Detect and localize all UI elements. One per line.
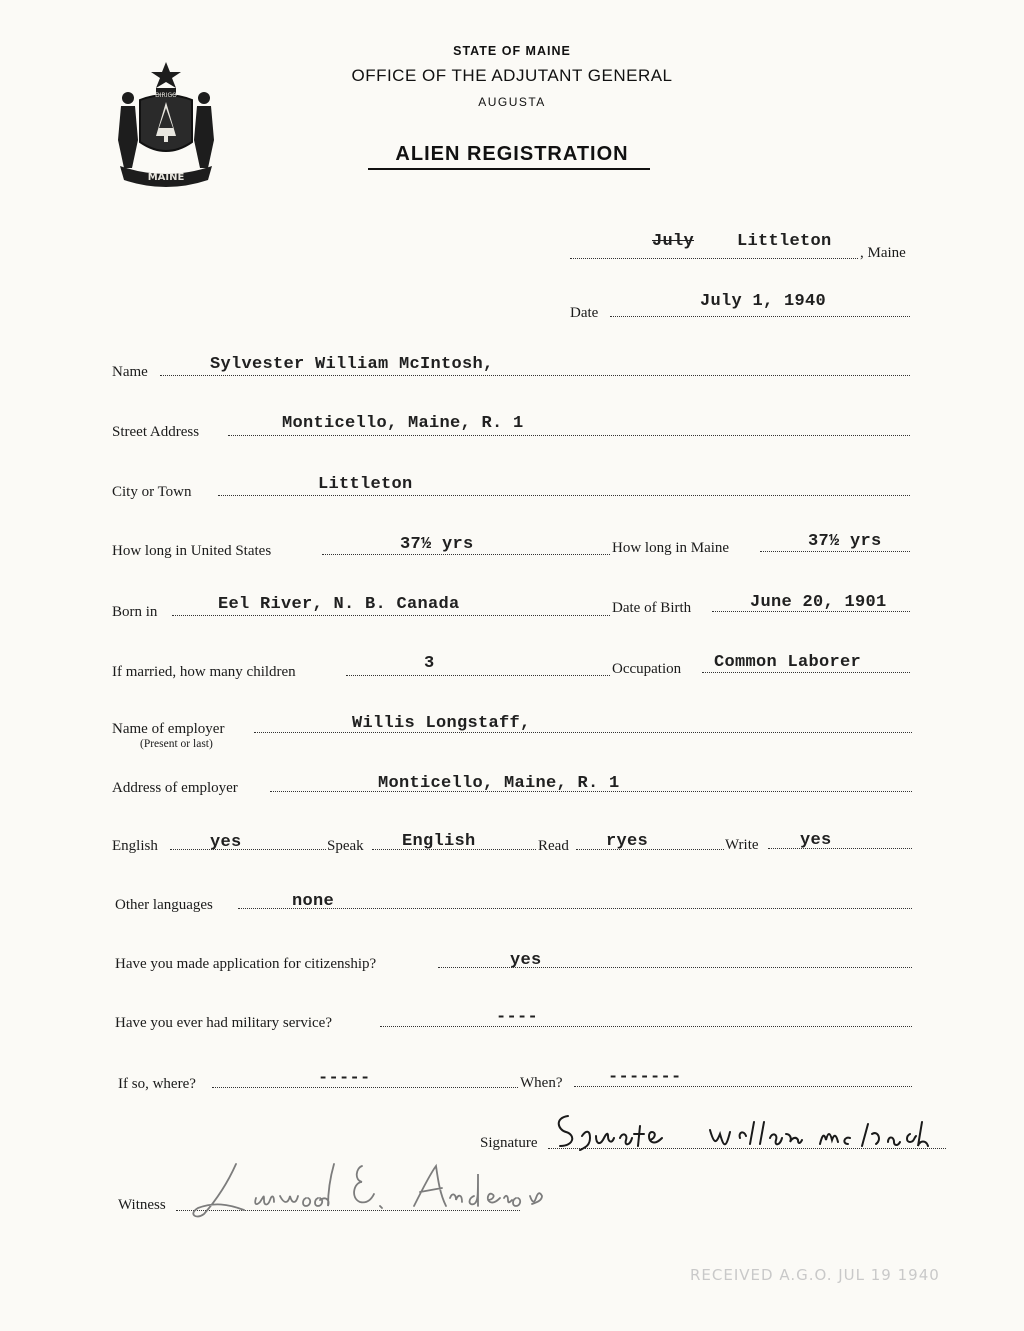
other-languages-line	[238, 908, 912, 909]
name-label: Name	[112, 364, 148, 380]
city-label: City or Town	[112, 484, 192, 500]
how-long-maine-line	[760, 551, 910, 552]
name-line	[160, 375, 910, 376]
witness-label: Witness	[118, 1197, 166, 1213]
state-heading: STATE OF MAINE	[453, 44, 571, 58]
city-heading: AUGUSTA	[478, 95, 546, 109]
place-line	[570, 258, 858, 259]
employer-address-label: Address of employer	[112, 780, 238, 796]
state-of-maine-seal-icon	[110, 56, 222, 188]
other-languages-label: Other languages	[115, 897, 213, 913]
applicant-signature	[550, 1108, 950, 1156]
children-label: If married, how many children	[112, 664, 296, 680]
read-value: ryes	[606, 832, 649, 851]
how-long-maine-label: How long in Maine	[612, 540, 730, 556]
how-long-us-label: How long in United States	[112, 543, 272, 559]
date-of-birth-label: Date of Birth	[612, 600, 692, 616]
military-line	[380, 1026, 912, 1027]
write-label: Write	[725, 837, 759, 853]
street-address-line	[228, 435, 910, 436]
born-in-line	[172, 615, 610, 616]
how-long-maine-value: 37½ yrs	[808, 532, 882, 551]
how-long-us-value: 37½ yrs	[400, 535, 474, 554]
born-in-value: Eel River, N. B. Canada	[218, 595, 460, 614]
form-title: ALIEN REGISTRATION	[395, 143, 629, 165]
speak-label: Speak	[327, 838, 364, 854]
where-label: If so, where?	[118, 1076, 196, 1092]
citizenship-label: Have you made application for citizenship?	[115, 956, 377, 972]
read-line	[576, 849, 724, 850]
place-struck-value: July	[652, 232, 695, 251]
received-stamp: RECEIVED A.G.O. JUL 19 1940	[690, 1266, 940, 1284]
english-label: English	[112, 838, 158, 854]
date-line	[610, 316, 910, 317]
read-label: Read	[538, 838, 569, 854]
svg-text:MAINE: MAINE	[147, 172, 185, 183]
when-value: -------	[608, 1068, 682, 1087]
when-label: When?	[520, 1075, 563, 1091]
occupation-line	[702, 672, 910, 673]
english-line	[170, 849, 326, 850]
street-address-label: Street Address	[112, 424, 200, 440]
occupation-value: Common Laborer	[714, 653, 862, 672]
title-underline	[368, 168, 650, 170]
other-languages-value: none	[292, 892, 335, 911]
children-line	[346, 675, 610, 676]
city-value: Littleton	[318, 475, 413, 494]
maine-label: , Maine	[860, 245, 906, 261]
how-long-us-line	[322, 554, 610, 555]
military-value: ----	[496, 1008, 539, 1027]
witness-signature	[184, 1154, 554, 1224]
employer-address-value: Monticello, Maine, R. 1	[378, 774, 620, 793]
speak-value: English	[402, 832, 476, 851]
write-line	[768, 848, 912, 849]
date-of-birth-value: June 20, 1901	[750, 593, 887, 612]
signature-label: Signature	[480, 1135, 538, 1151]
children-value: 3	[424, 654, 435, 673]
street-address-value: Monticello, Maine, R. 1	[282, 414, 524, 433]
english-value: yes	[210, 833, 242, 852]
occupation-label: Occupation	[612, 661, 682, 677]
employer-name-label: Name of employer	[112, 721, 225, 737]
born-in-label: Born in	[112, 604, 158, 620]
city-line	[218, 495, 910, 496]
office-heading: OFFICE OF THE ADJUTANT GENERAL	[351, 66, 673, 85]
date-value: July 1, 1940	[700, 292, 827, 311]
military-label: Have you ever had military service?	[115, 1015, 332, 1031]
employer-note: (Present or last)	[140, 738, 213, 750]
write-value: yes	[800, 831, 832, 850]
where-value: -----	[318, 1069, 371, 1088]
svg-text:DIRIGO: DIRIGO	[155, 92, 177, 99]
place-value: Littleton	[737, 232, 832, 251]
employer-name-value: Willis Longstaff,	[352, 714, 531, 733]
citizenship-value: yes	[510, 951, 542, 970]
date-label: Date	[570, 305, 599, 321]
name-value: Sylvester William McIntosh,	[210, 355, 494, 374]
